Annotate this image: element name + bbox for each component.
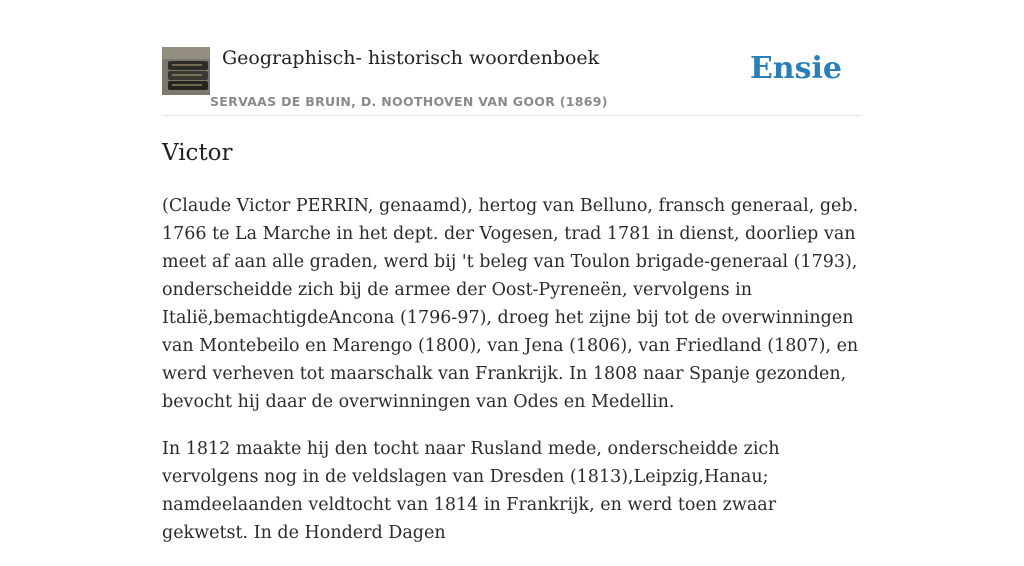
entry-paragraph: In 1812 maakte hij den tocht naar Rusland mede, onderscheidde zich vervolgens nog in de veldslagen van Dresden (1813),Leipzig,Hanau; namdeelaanden veldtocht van 1814 in Frankrijk, en werd toen zwaar gekwetst. In de Honderd Dagen	[162, 439, 780, 543]
book-cover-icon	[162, 47, 210, 95]
ensie-logo-link[interactable]: Ensie	[749, 51, 842, 86]
header	[162, 45, 862, 116]
entry-body	[162, 192, 864, 566]
book-title[interactable]: Geographisch- historisch woordenboek	[222, 47, 600, 69]
entry-paragraph: (Claude Victor PERRIN, genaamd), hertog van Belluno, fransch generaal, geb. 1766 te La Marche in het dept. der Vogesen, trad 1781 in dienst, doorliep van meet af aan alle graden, werd bij 't beleg van Toulon brigade-generaal (1793), onderscheidde zich bij de armee der Oost-Pyreneën, vervolgens in Italië,bemachtigdeAncona (1796-97), droeg het zijne bij tot de overwinningen van Montebeilo en Marengo (1800), van Jena (1806), van Friedland (1807), en werd verheven tot maarschalk van Frankrijk. In 1808 naar Spanje gezonden, bevocht hij daar de overwinningen van Odes en Medellin.	[162, 196, 859, 412]
book-authors: SERVAAS DE BRUIN, D. NOOTHOVEN VAN GOOR (1869)	[210, 94, 608, 109]
book-cover-avatar[interactable]	[162, 47, 210, 95]
entry-title: Victor	[162, 140, 233, 166]
